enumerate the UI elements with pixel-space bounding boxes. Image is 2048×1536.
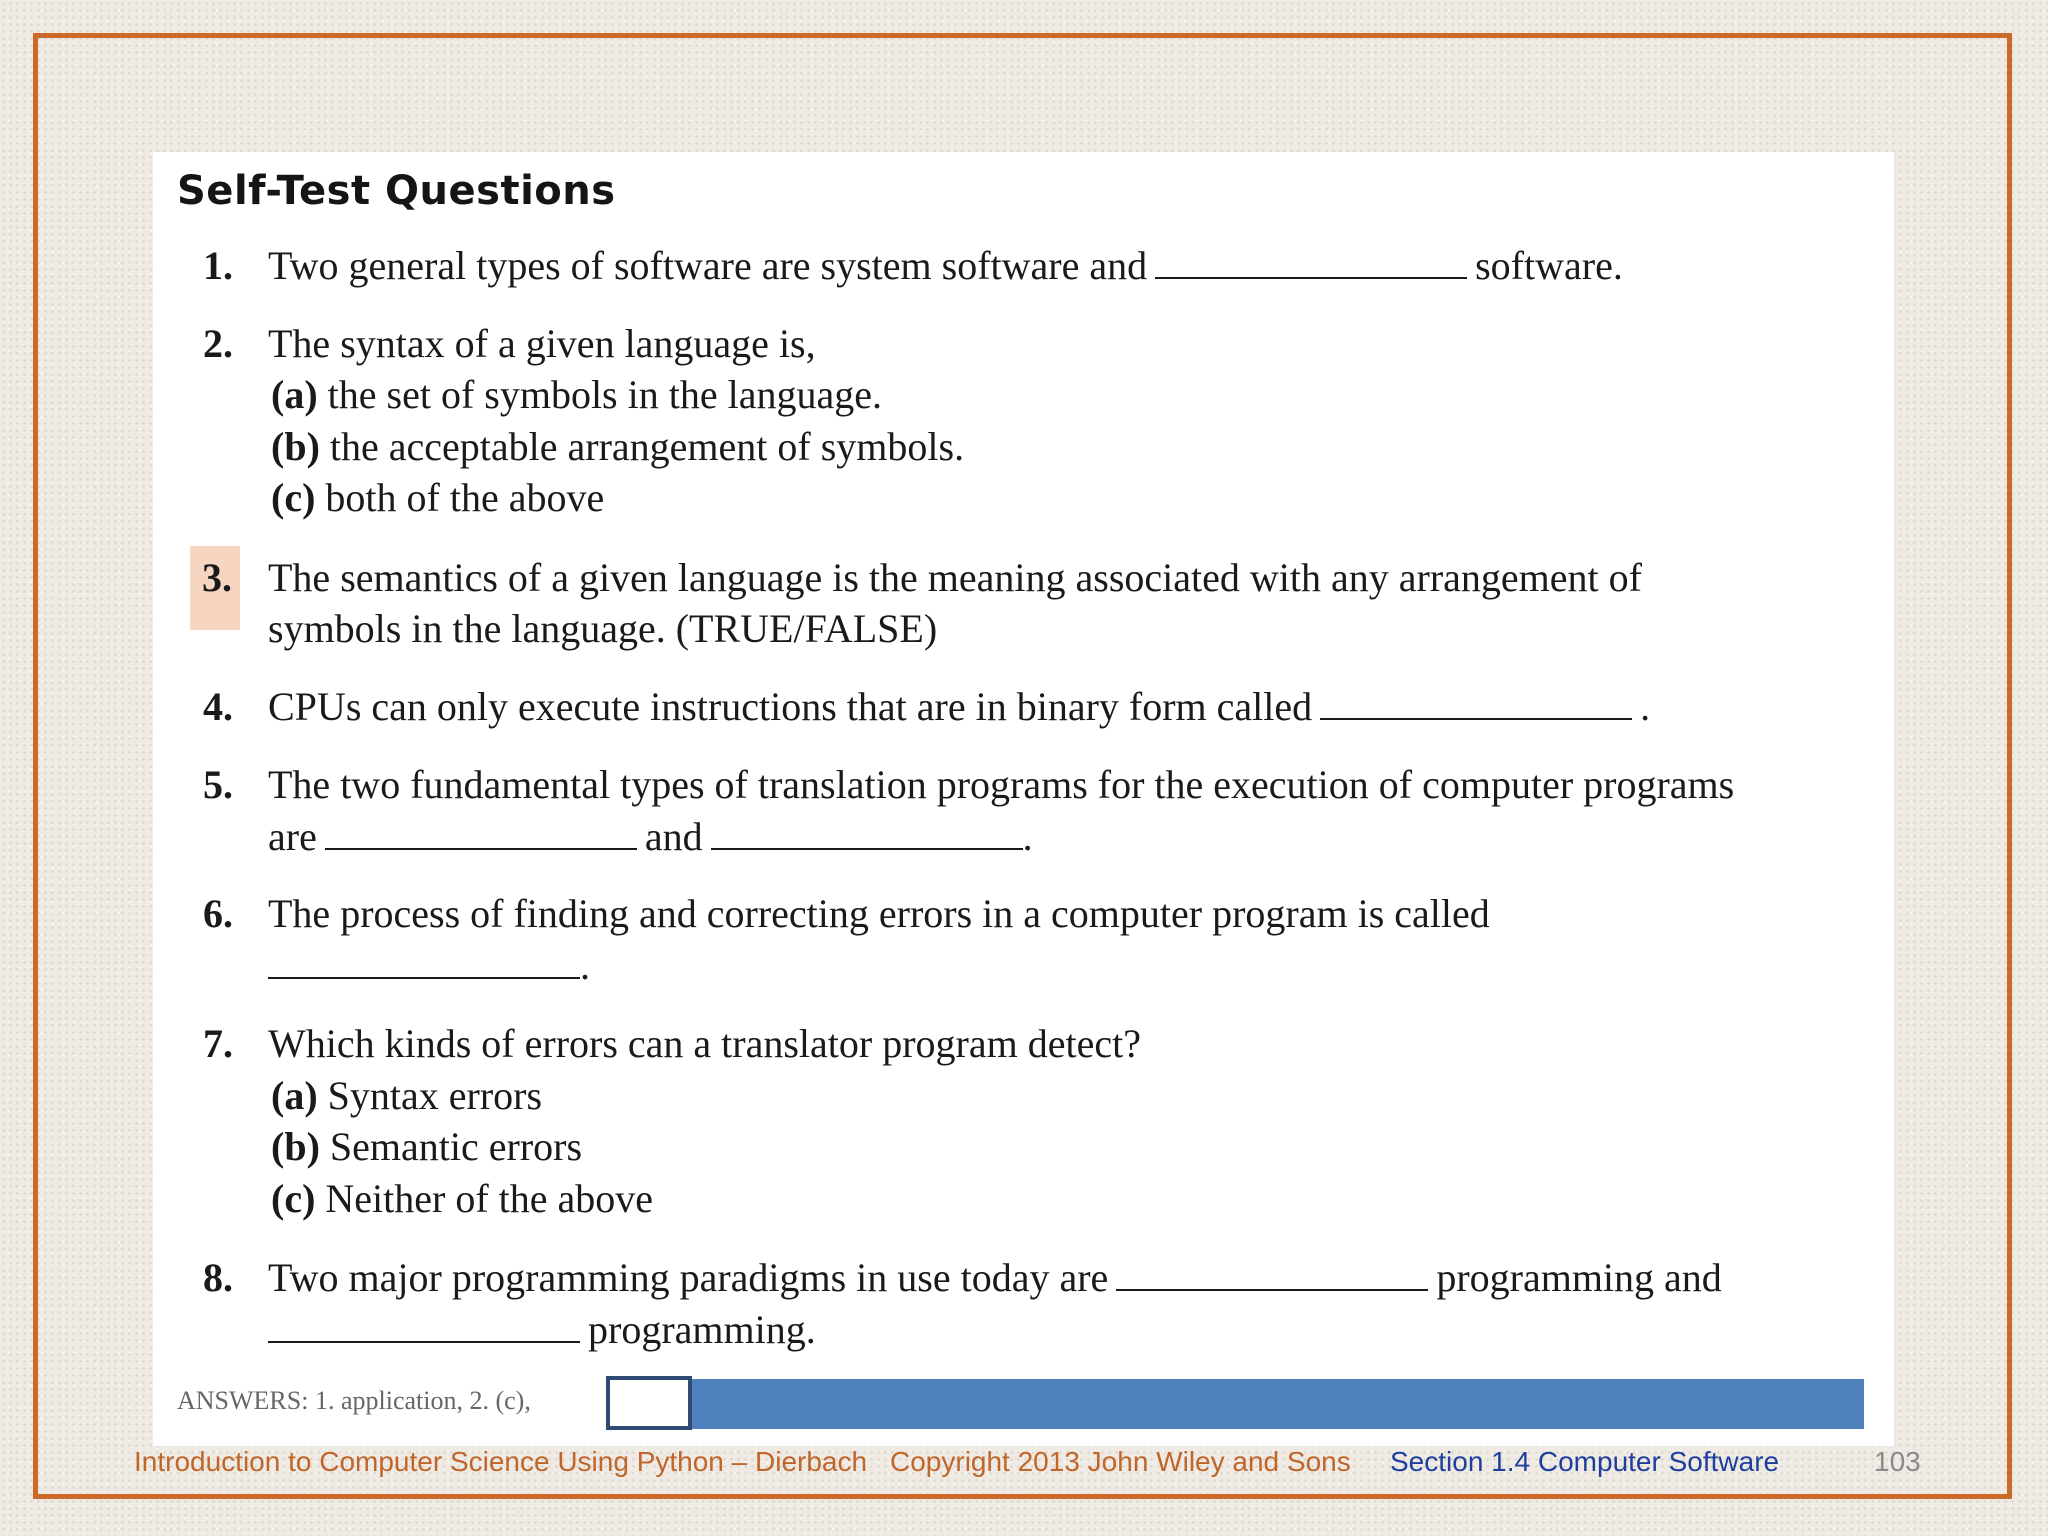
question-panel bbox=[153, 152, 1894, 1446]
question-text: The process of finding and correcting errors in a computer program is called bbox=[268, 891, 1490, 936]
answer-blank bbox=[268, 1311, 580, 1343]
question-text: Two major programming paradigms in use today are programming and bbox=[268, 1255, 1722, 1300]
page-title: Self-Test Questions bbox=[177, 168, 616, 214]
answer-blank bbox=[268, 947, 580, 979]
answer-blank bbox=[1155, 247, 1467, 279]
option-b: (b) the acceptable arrangement of symbols. bbox=[271, 424, 965, 469]
question-text: Two general types of software are system software and software. bbox=[268, 243, 1623, 288]
question-number-highlighted: 3. bbox=[190, 546, 240, 630]
answer-blank bbox=[1116, 1259, 1428, 1291]
footer-book-title: Introduction to Computer Science Using Python – Dierbach bbox=[134, 1446, 868, 1477]
question-number: 4. bbox=[203, 684, 233, 729]
option-b: (b) Semantic errors bbox=[271, 1124, 583, 1169]
question-text: The syntax of a given language is, bbox=[268, 321, 816, 366]
question-text-cont: . bbox=[268, 942, 590, 989]
option-a: (a) Syntax errors bbox=[271, 1073, 543, 1118]
option-a: (a) the set of symbols in the language. bbox=[271, 372, 882, 417]
question-text: Which kinds of errors can a translator program detect? bbox=[268, 1021, 1141, 1066]
question-text-cont: programming. bbox=[268, 1306, 816, 1353]
page-number: 103 bbox=[1874, 1446, 1921, 1477]
answer-blank bbox=[1320, 688, 1632, 720]
footer-section: Section 1.4 Computer Software bbox=[1390, 1446, 1780, 1477]
question-text-cont: symbols in the language. (TRUE/FALSE) bbox=[268, 606, 938, 651]
question-number: 6. bbox=[203, 891, 233, 936]
question-text: The semantics of a given language is the meaning associated with any arrangement of bbox=[268, 555, 1642, 600]
answer-blank bbox=[711, 818, 1023, 850]
option-c: (c) both of the above bbox=[271, 475, 605, 520]
answer-reveal-box[interactable] bbox=[606, 1376, 692, 1430]
question-text: CPUs can only execute instructions that are in binary form called . bbox=[268, 684, 1651, 729]
option-c: (c) Neither of the above bbox=[271, 1176, 654, 1221]
question-text: The two fundamental types of translation programs for the execution of computer programs bbox=[268, 762, 1735, 807]
question-text-cont: are and . bbox=[268, 814, 1033, 859]
question-number: 8. bbox=[203, 1255, 233, 1300]
question-number: 2. bbox=[203, 321, 233, 366]
question-number: 5. bbox=[203, 762, 233, 807]
question-number: 7. bbox=[203, 1021, 233, 1066]
answers-line: ANSWERS: 1. application, 2. (c), bbox=[177, 1386, 531, 1415]
question-number: 1. bbox=[203, 243, 233, 288]
answers-cover-bar[interactable] bbox=[690, 1379, 1864, 1429]
footer-copyright: Copyright 2013 John Wiley and Sons bbox=[890, 1446, 1351, 1477]
answer-blank bbox=[325, 818, 637, 850]
